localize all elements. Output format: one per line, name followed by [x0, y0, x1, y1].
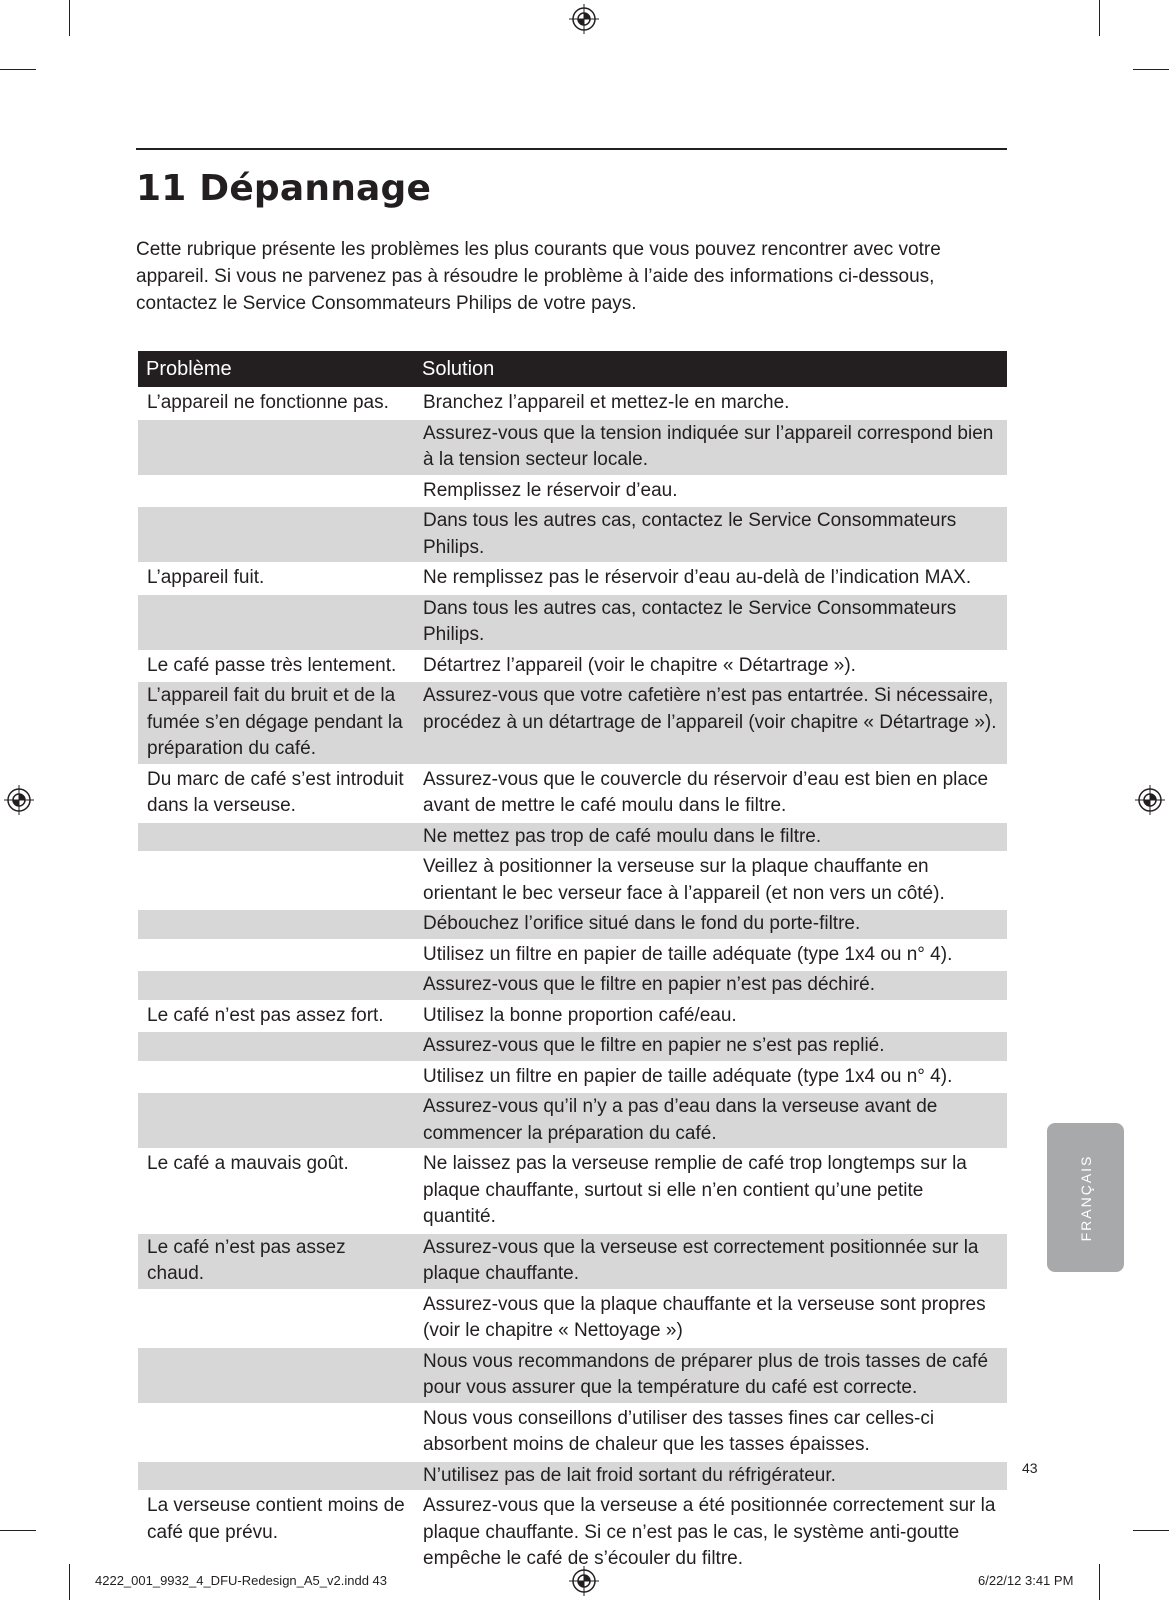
table-row	[138, 766, 1007, 821]
problem-cell: Du marc de café s’est introduit dans la verseuse.	[147, 768, 404, 816]
table-row	[138, 1348, 1007, 1403]
problem-cell	[138, 1348, 414, 1403]
problem-cell	[138, 1093, 414, 1148]
solution-cell: Veillez à positionner la verseuse sur la plaque chauffante en orientant le bec verseur face à l’appareil (et non vers un côté).	[423, 856, 945, 904]
table-row	[138, 941, 1007, 970]
problem-cell: L’appareil fait du bruit et de la fumée s’en dégage pendant la préparation du café.	[138, 682, 414, 764]
crop-mark	[1099, 0, 1100, 36]
solution-cell: Dans tous les autres cas, contactez le Service Consommateurs Philips.	[414, 507, 1007, 562]
solution-cell: Assurez-vous que le filtre en papier n’est pas déchiré.	[414, 971, 1007, 1000]
solution-cell: Dans tous les autres cas, contactez le Service Consommateurs Philips.	[414, 595, 1007, 650]
table-row	[138, 910, 1007, 939]
table-row	[138, 682, 1007, 764]
table-row	[138, 1002, 1007, 1031]
table-row	[138, 420, 1007, 475]
table-row	[138, 1150, 1007, 1232]
problem-cell: L’appareil ne fonctionne pas.	[147, 392, 389, 413]
problem-cell	[138, 595, 414, 650]
solution-cell: Remplissez le réservoir d’eau.	[423, 479, 678, 501]
crop-mark	[0, 1530, 36, 1531]
problem-cell	[138, 507, 414, 562]
solution-cell: Débouchez l’orifice situé dans le fond du porte-filtre.	[414, 910, 1007, 939]
print-slug-date: 6/22/12 3:41 PM	[978, 1573, 1074, 1588]
problem-cell: Le café passe très lentement.	[147, 654, 397, 676]
problem-cell	[138, 910, 414, 939]
crop-mark	[69, 0, 70, 36]
column-header-problem: Problème	[138, 351, 414, 387]
problem-cell	[138, 477, 414, 506]
language-tab	[1047, 1123, 1124, 1272]
solution-cell: Assurez-vous que la tension indiquée sur l’appareil correspond bien à la tension secteur locale.	[414, 420, 1007, 475]
table-row	[138, 1063, 1007, 1092]
table-row	[138, 389, 1007, 418]
solution-cell: Assurez-vous qu’il n’y a pas d’eau dans la verseuse avant de commencer la préparation du café.	[414, 1093, 1007, 1148]
solution-cell: N’utilisez pas de lait froid sortant du réfrigérateur.	[414, 1462, 1007, 1491]
table-row	[138, 971, 1007, 1000]
table-row	[138, 1093, 1007, 1148]
table-row	[138, 595, 1007, 650]
table-row	[138, 1291, 1007, 1346]
table-row	[138, 652, 1007, 681]
solution-cell: Assurez-vous que votre cafetière n’est pas entartrée. Si nécessaire, procédez à un détartrage de l’appareil (voir chapitre « Détartrage »).	[414, 682, 1007, 764]
problem-cell: Le café a mauvais goût.	[147, 1153, 349, 1174]
solution-cell: Assurez-vous que la verseuse a été positionnée correctement sur la plaque chauffante. Si ce n’est pas le cas, le système anti-goutte empêche le café de s’écouler du filtre.	[423, 1495, 996, 1569]
table-row	[138, 507, 1007, 562]
problem-cell	[138, 853, 414, 908]
language-tab-label: FRANÇAIS	[1077, 1154, 1094, 1241]
crop-mark	[0, 69, 36, 70]
column-header-solution: Solution	[414, 351, 1007, 387]
problem-cell: La verseuse contient moins de café que prévu.	[147, 1495, 405, 1543]
table-row	[138, 1032, 1007, 1061]
table-body	[138, 389, 1007, 1574]
problem-cell	[138, 1032, 414, 1061]
registration-mark-icon	[4, 785, 34, 815]
problem-cell	[138, 420, 414, 475]
print-slug-file: 4222_001_9932_4_DFU-Redesign_A5_v2.indd 43	[95, 1573, 388, 1588]
solution-cell: Assurez-vous que le filtre en papier ne s’est pas replié.	[414, 1032, 1007, 1061]
table-row	[138, 477, 1007, 506]
problem-cell: L’appareil fuit.	[147, 567, 265, 588]
page-number: 43	[1022, 1460, 1038, 1476]
table-row	[138, 1234, 1007, 1289]
table-row	[138, 1492, 1007, 1574]
problem-cell	[138, 971, 414, 1000]
problem-cell	[138, 1462, 414, 1491]
table-row	[138, 1462, 1007, 1491]
problem-cell	[138, 1405, 414, 1460]
registration-mark-icon	[569, 4, 599, 34]
solution-cell: Ne mettez pas trop de café moulu dans le filtre.	[414, 823, 1007, 852]
troubleshooting-table	[138, 349, 1007, 1576]
solution-cell: Ne laissez pas la verseuse remplie de café trop longtemps sur la plaque chauffante, surtout si elle n’en contient qu’une petite quantité.	[423, 1153, 967, 1227]
problem-cell	[138, 1063, 414, 1092]
solution-cell: Assurez-vous que la verseuse est correctement positionnée sur la plaque chauffante.	[414, 1234, 1007, 1289]
solution-cell: Détartrez l’appareil (voir le chapitre « Détartrage »).	[423, 654, 856, 676]
table-header-row	[138, 351, 1007, 387]
solution-cell: Branchez l’appareil et mettez-le en marche.	[423, 392, 790, 413]
page-title: 11 Dépannage	[136, 168, 432, 209]
solution-cell: Nous vous conseillons d’utiliser des tasses fines car celles-ci absorbent moins de chaleur que les tasses épaisses.	[423, 1407, 935, 1455]
problem-cell	[138, 823, 414, 852]
solution-cell: Ne remplissez pas le réservoir d’eau au-delà de l’indication MAX.	[423, 567, 972, 588]
table-row	[138, 823, 1007, 852]
solution-cell: Assurez-vous que la plaque chauffante et la verseuse sont propres (voir le chapitre « Nettoyage »)	[423, 1293, 986, 1341]
registration-mark-icon	[1135, 785, 1165, 815]
table-row	[138, 1405, 1007, 1460]
intro-paragraph: Cette rubrique présente les problèmes les plus courants que vous pouvez rencontrer avec votre appareil. Si vous ne parvenez pas à résoudre le problème à l’aide des informations ci-dessous, contactez le Service Consommateurs Philips de votre pays.	[136, 239, 941, 314]
crop-mark	[1133, 69, 1169, 70]
problem-cell	[138, 1291, 414, 1346]
solution-cell: Assurez-vous que le couvercle du réservoir d’eau est bien en place avant de mettre le café moulu dans le filtre.	[423, 768, 989, 816]
solution-cell: Utilisez la bonne proportion café/eau.	[423, 1004, 737, 1026]
solution-cell: Utilisez un filtre en papier de taille adéquate (type 1x4 ou n° 4).	[423, 1065, 953, 1087]
solution-cell: Utilisez un filtre en papier de taille adéquate (type 1x4 ou n° 4).	[423, 943, 953, 965]
problem-cell	[138, 941, 414, 970]
table-row	[138, 853, 1007, 908]
crop-mark	[1099, 1564, 1100, 1600]
crop-mark	[69, 1564, 70, 1600]
solution-cell: Nous vous recommandons de préparer plus de trois tasses de café pour vous assurer que la température du café est correcte.	[414, 1348, 1007, 1403]
section-top-rule	[136, 148, 1007, 150]
problem-cell: Le café n’est pas assez fort.	[147, 1004, 384, 1026]
problem-cell: Le café n’est pas assez chaud.	[138, 1234, 414, 1289]
crop-mark	[1133, 1530, 1169, 1531]
table-row	[138, 564, 1007, 593]
